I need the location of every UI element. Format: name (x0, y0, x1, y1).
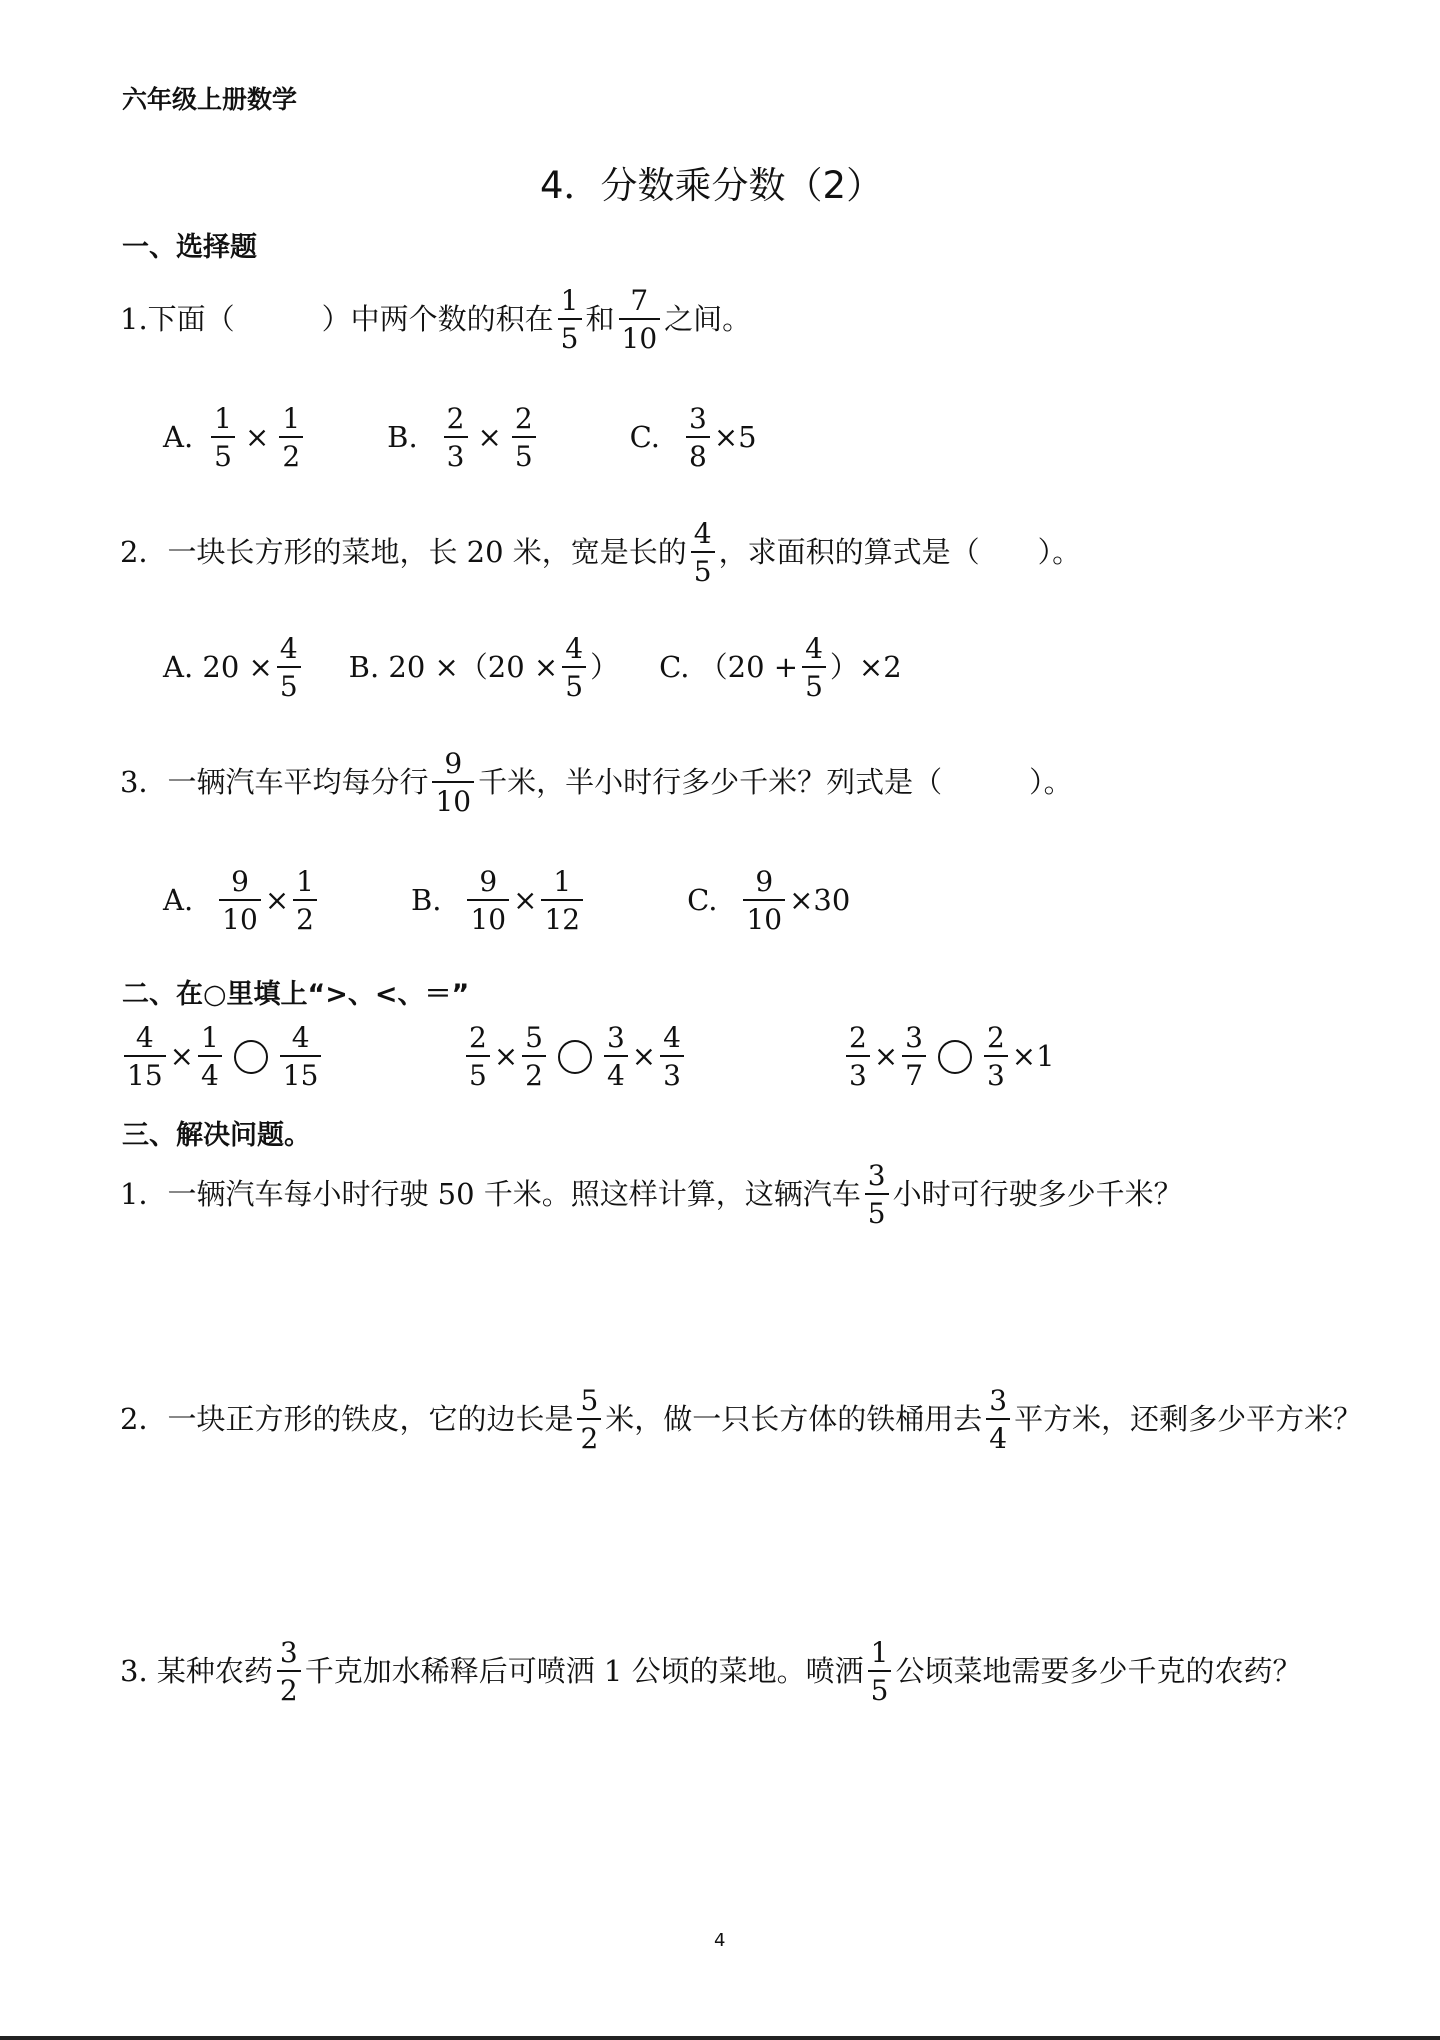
operator: × (631, 1039, 657, 1074)
fraction: $\frac{1}{4}$ (198, 1022, 222, 1092)
question-text: 平方米，还剩多少平方米？ (1014, 1402, 1363, 1437)
answer-circle[interactable] (234, 1040, 268, 1074)
question-text: 1．一辆汽车每小时行驶 50 千米。照这样计算，这辆汽车 (120, 1177, 861, 1212)
word-problem-2 (120, 1385, 1362, 1455)
fraction: $\frac{2}{5}$ (466, 1022, 490, 1092)
operator: × (493, 1039, 519, 1074)
question-text: 米，做一只长方体的铁桶用去 (605, 1402, 983, 1437)
fraction: $\frac{9}{10}$ (432, 748, 474, 818)
bottom-border (0, 2036, 1440, 2040)
question-text: 公顷菜地需要多少千克的农药？ (895, 1654, 1302, 1689)
fraction: $\frac{4}{15}$ (280, 1022, 322, 1092)
fraction: $\frac{4}{5}$ (277, 633, 301, 703)
option-label: B. (410, 883, 442, 918)
fraction: $\frac{3}{7}$ (902, 1022, 926, 1092)
question-text: 2．一块正方形的铁皮，它的边长是 (120, 1402, 574, 1437)
choice-question-1 (120, 285, 751, 355)
fraction: $\frac{3}{4}$ (604, 1022, 628, 1092)
question-text: 3. 某种农药 (120, 1654, 273, 1689)
question-text: 3．一辆汽车平均每分行 (120, 765, 429, 800)
fraction: $\frac{2}{3}$ (846, 1022, 870, 1092)
option-tail: ×1 (1011, 1039, 1055, 1074)
choice-question-2 (120, 518, 1081, 588)
option-label: A. (163, 883, 194, 918)
fraction: $\frac{4}{5}$ (802, 633, 826, 703)
fraction: $\frac{9}{10}$ (467, 866, 509, 936)
question-text: 之间。 (664, 302, 752, 337)
page-title: 4．分数乘分数（2） (540, 164, 884, 207)
fraction: $\frac{9}{10}$ (219, 866, 261, 936)
question-text: 1.下面（ ）中两个数的积在 (120, 302, 554, 337)
option-tail: ×5 (713, 420, 757, 455)
fraction: $\frac{3}{8}$ (686, 403, 710, 473)
fraction: $\frac{3}{2}$ (277, 1637, 301, 1707)
fraction: $\frac{4}{5}$ (691, 518, 715, 588)
compare-problem-1 (120, 1022, 325, 1092)
compare-problem-3 (842, 1022, 1055, 1092)
fraction: $\frac{2}{3}$ (984, 1022, 1008, 1092)
option-label: C. （20 + (659, 650, 799, 685)
option-tail: ×30 (789, 883, 851, 918)
question-text: 和 (585, 302, 615, 337)
option-label: B. (387, 420, 418, 455)
operator: × (169, 1039, 194, 1074)
section-heading-compare: 二、在○里填上“>、<、＝” (122, 979, 470, 1010)
choice-question-3 (120, 748, 1073, 818)
fraction: $\frac{1}{12}$ (541, 866, 583, 936)
operator: × (245, 420, 270, 455)
choice-options-3 (163, 866, 850, 936)
question-text: 千克加水稀释后可喷洒 1 公顷的菜地。喷洒 (304, 1654, 864, 1689)
grade-label: 六年级上册数学 (122, 85, 298, 114)
page-number: 4 (714, 1930, 726, 1951)
option-label: C. (629, 420, 661, 455)
fraction: $\frac{4}{3}$ (660, 1022, 684, 1092)
operator: × (873, 1039, 899, 1074)
operator: × (264, 883, 290, 918)
fraction: $\frac{2}{3}$ (444, 403, 468, 473)
fraction: $\frac{4}{15}$ (124, 1022, 166, 1092)
option-tail: ）×2 (829, 650, 902, 685)
word-problem-3 (120, 1637, 1301, 1707)
question-text: 千米，半小时行多少千米？列式是（ ）。 (478, 765, 1073, 800)
fraction: $\frac{1}{5}$ (211, 403, 235, 473)
fraction: $\frac{9}{10}$ (743, 866, 785, 936)
fraction: $\frac{3}{5}$ (865, 1160, 889, 1230)
fraction: $\frac{4}{5}$ (562, 633, 586, 703)
question-text: 小时可行驶多少千米？ (892, 1177, 1183, 1212)
answer-circle[interactable] (558, 1040, 592, 1074)
choice-options-1 (163, 403, 757, 473)
question-text: 2．一块长方形的菜地，长 20 米，宽是长的 (120, 535, 687, 570)
operator: × (513, 883, 538, 918)
compare-problem-2 (462, 1022, 688, 1092)
word-problem-1 (120, 1160, 1183, 1230)
fraction: $\frac{1}{2}$ (293, 866, 317, 936)
choice-options-2 (163, 633, 902, 703)
operator: × (477, 420, 502, 455)
option-text: ） (590, 650, 620, 685)
option-label: A. 20 × (163, 650, 273, 685)
fraction: $\frac{5}{2}$ (522, 1022, 546, 1092)
question-text: ，求面积的算式是（ ）。 (718, 535, 1082, 570)
fraction: $\frac{1}{5}$ (558, 285, 582, 355)
answer-circle[interactable] (938, 1040, 972, 1074)
fraction: $\frac{3}{4}$ (986, 1385, 1010, 1455)
option-label: A. (163, 420, 194, 455)
fraction: $\frac{5}{2}$ (577, 1385, 601, 1455)
option-label: C. (687, 883, 718, 918)
section-heading-choice: 一、选择题 (122, 232, 257, 263)
fraction: $\frac{7}{10}$ (619, 285, 661, 355)
option-label: B. 20 ×（20 × (348, 650, 559, 685)
fraction: $\frac{1}{2}$ (279, 403, 303, 473)
fraction: $\frac{2}{5}$ (512, 403, 536, 473)
fraction: $\frac{1}{5}$ (868, 1637, 892, 1707)
section-heading-problems: 三、解决问题。 (122, 1120, 311, 1151)
